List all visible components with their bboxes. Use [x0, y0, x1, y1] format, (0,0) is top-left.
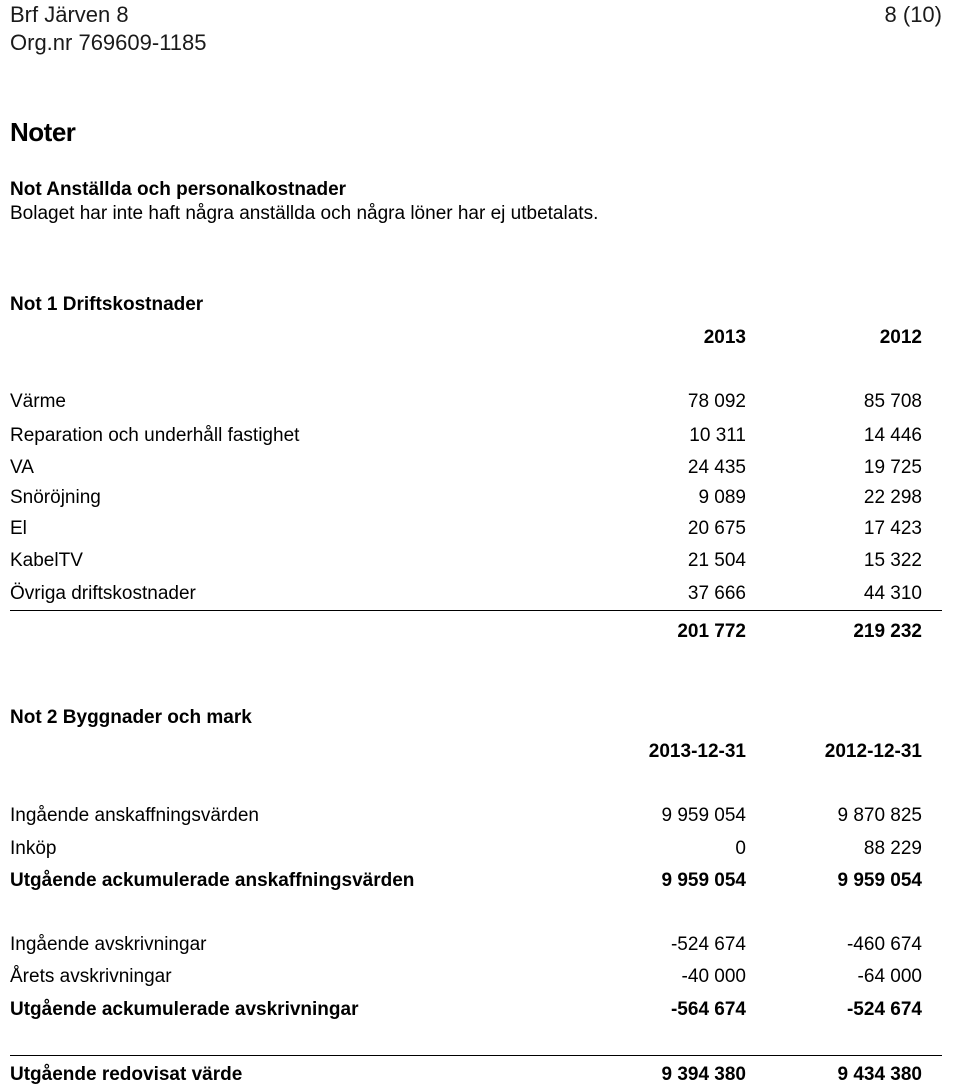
table-row [10, 425, 942, 449]
table-row [10, 1064, 942, 1088]
page-number: 8 (10) [884, 2, 942, 27]
row-value-2013: 21 504 [687, 550, 746, 571]
row-label: KabelTV [10, 550, 83, 571]
row-label: Utgående ackumulerade avskrivningar [10, 999, 359, 1020]
row-label: Inköp [10, 838, 57, 859]
note-staff-text: Bolaget har inte haft några anställda och några löner har ej utbetalats. [10, 203, 599, 224]
table-row [10, 838, 942, 862]
row-value-2013: 24 435 [687, 457, 746, 478]
table-row [10, 583, 942, 607]
row-value-2013: 9 089 [698, 487, 746, 508]
table-row [10, 391, 942, 415]
row-label: Snöröjning [10, 487, 101, 508]
row-label: VA [10, 457, 34, 478]
note1-heading: Not 1 Driftskostnader [10, 294, 204, 315]
row-label: Utgående redovisat värde [10, 1064, 243, 1085]
row-label: El [10, 518, 27, 539]
table-row [10, 518, 942, 542]
row-value-2013: -40 000 [681, 966, 746, 987]
row-value-2012: 17 423 [863, 518, 922, 539]
total-value-2012: 219 232 [853, 621, 922, 642]
note-staff-heading: Not Anställda och personalkostnader [10, 179, 347, 200]
row-label: Ingående anskaffningsvärden [10, 805, 259, 826]
row-value-2013: -564 674 [670, 999, 746, 1020]
table-row [10, 934, 942, 958]
row-value-2013: 78 092 [687, 391, 746, 412]
table-row [10, 870, 942, 894]
row-value-2012: 85 708 [863, 391, 922, 412]
row-label: Utgående ackumulerade anskaffningsvärden [10, 870, 415, 891]
table-row [10, 550, 942, 574]
note1-col-2012: 2012 [879, 327, 922, 348]
row-value-2012: 44 310 [863, 583, 922, 604]
row-value-2012: 19 725 [863, 457, 922, 478]
row-value-2012: 22 298 [863, 487, 922, 508]
row-value-2013: 37 666 [687, 583, 746, 604]
org-number: Org.nr 769609-1185 [10, 30, 207, 55]
note2-heading: Not 2 Byggnader och mark [10, 707, 252, 728]
row-value-2012: -460 674 [846, 934, 922, 955]
row-value-2012: 9 959 054 [837, 870, 922, 891]
row-value-2012: 14 446 [863, 425, 922, 446]
row-value-2012: -64 000 [857, 966, 922, 987]
note2-col-2012: 2012-12-31 [824, 741, 922, 762]
row-value-2012: 9 434 380 [837, 1064, 922, 1085]
row-value-2013: 0 [735, 838, 746, 859]
table-row [10, 966, 942, 990]
note1-col-2013: 2013 [703, 327, 746, 348]
row-value-2012: 9 870 825 [837, 805, 922, 826]
table-row [10, 999, 942, 1023]
row-label: Ingående avskrivningar [10, 934, 207, 955]
row-value-2013: 20 675 [687, 518, 746, 539]
divider [10, 610, 942, 611]
divider [10, 1055, 942, 1056]
row-value-2013: 9 959 054 [661, 805, 746, 826]
note2-col-2013: 2013-12-31 [648, 741, 746, 762]
row-value-2012: -524 674 [846, 999, 922, 1020]
note2-column-headers [10, 741, 942, 765]
row-value-2012: 15 322 [863, 550, 922, 571]
note1-column-headers [10, 327, 942, 351]
total-value-2013: 201 772 [677, 621, 746, 642]
row-label: Reparation och underhåll fastighet [10, 425, 300, 446]
row-label: Värme [10, 391, 66, 412]
row-value-2012: 88 229 [863, 838, 922, 859]
note1-total-row [10, 621, 942, 645]
table-row [10, 805, 942, 829]
row-value-2013: -524 674 [670, 934, 746, 955]
page-title: Noter [10, 117, 76, 147]
table-row [10, 457, 942, 481]
row-label: Årets avskrivningar [10, 966, 172, 987]
org-name: Brf Järven 8 [10, 2, 129, 27]
row-value-2013: 9 394 380 [661, 1064, 746, 1085]
table-row [10, 487, 942, 511]
row-label: Övriga driftskostnader [10, 583, 196, 604]
row-value-2013: 10 311 [689, 425, 746, 446]
row-value-2013: 9 959 054 [661, 870, 746, 891]
